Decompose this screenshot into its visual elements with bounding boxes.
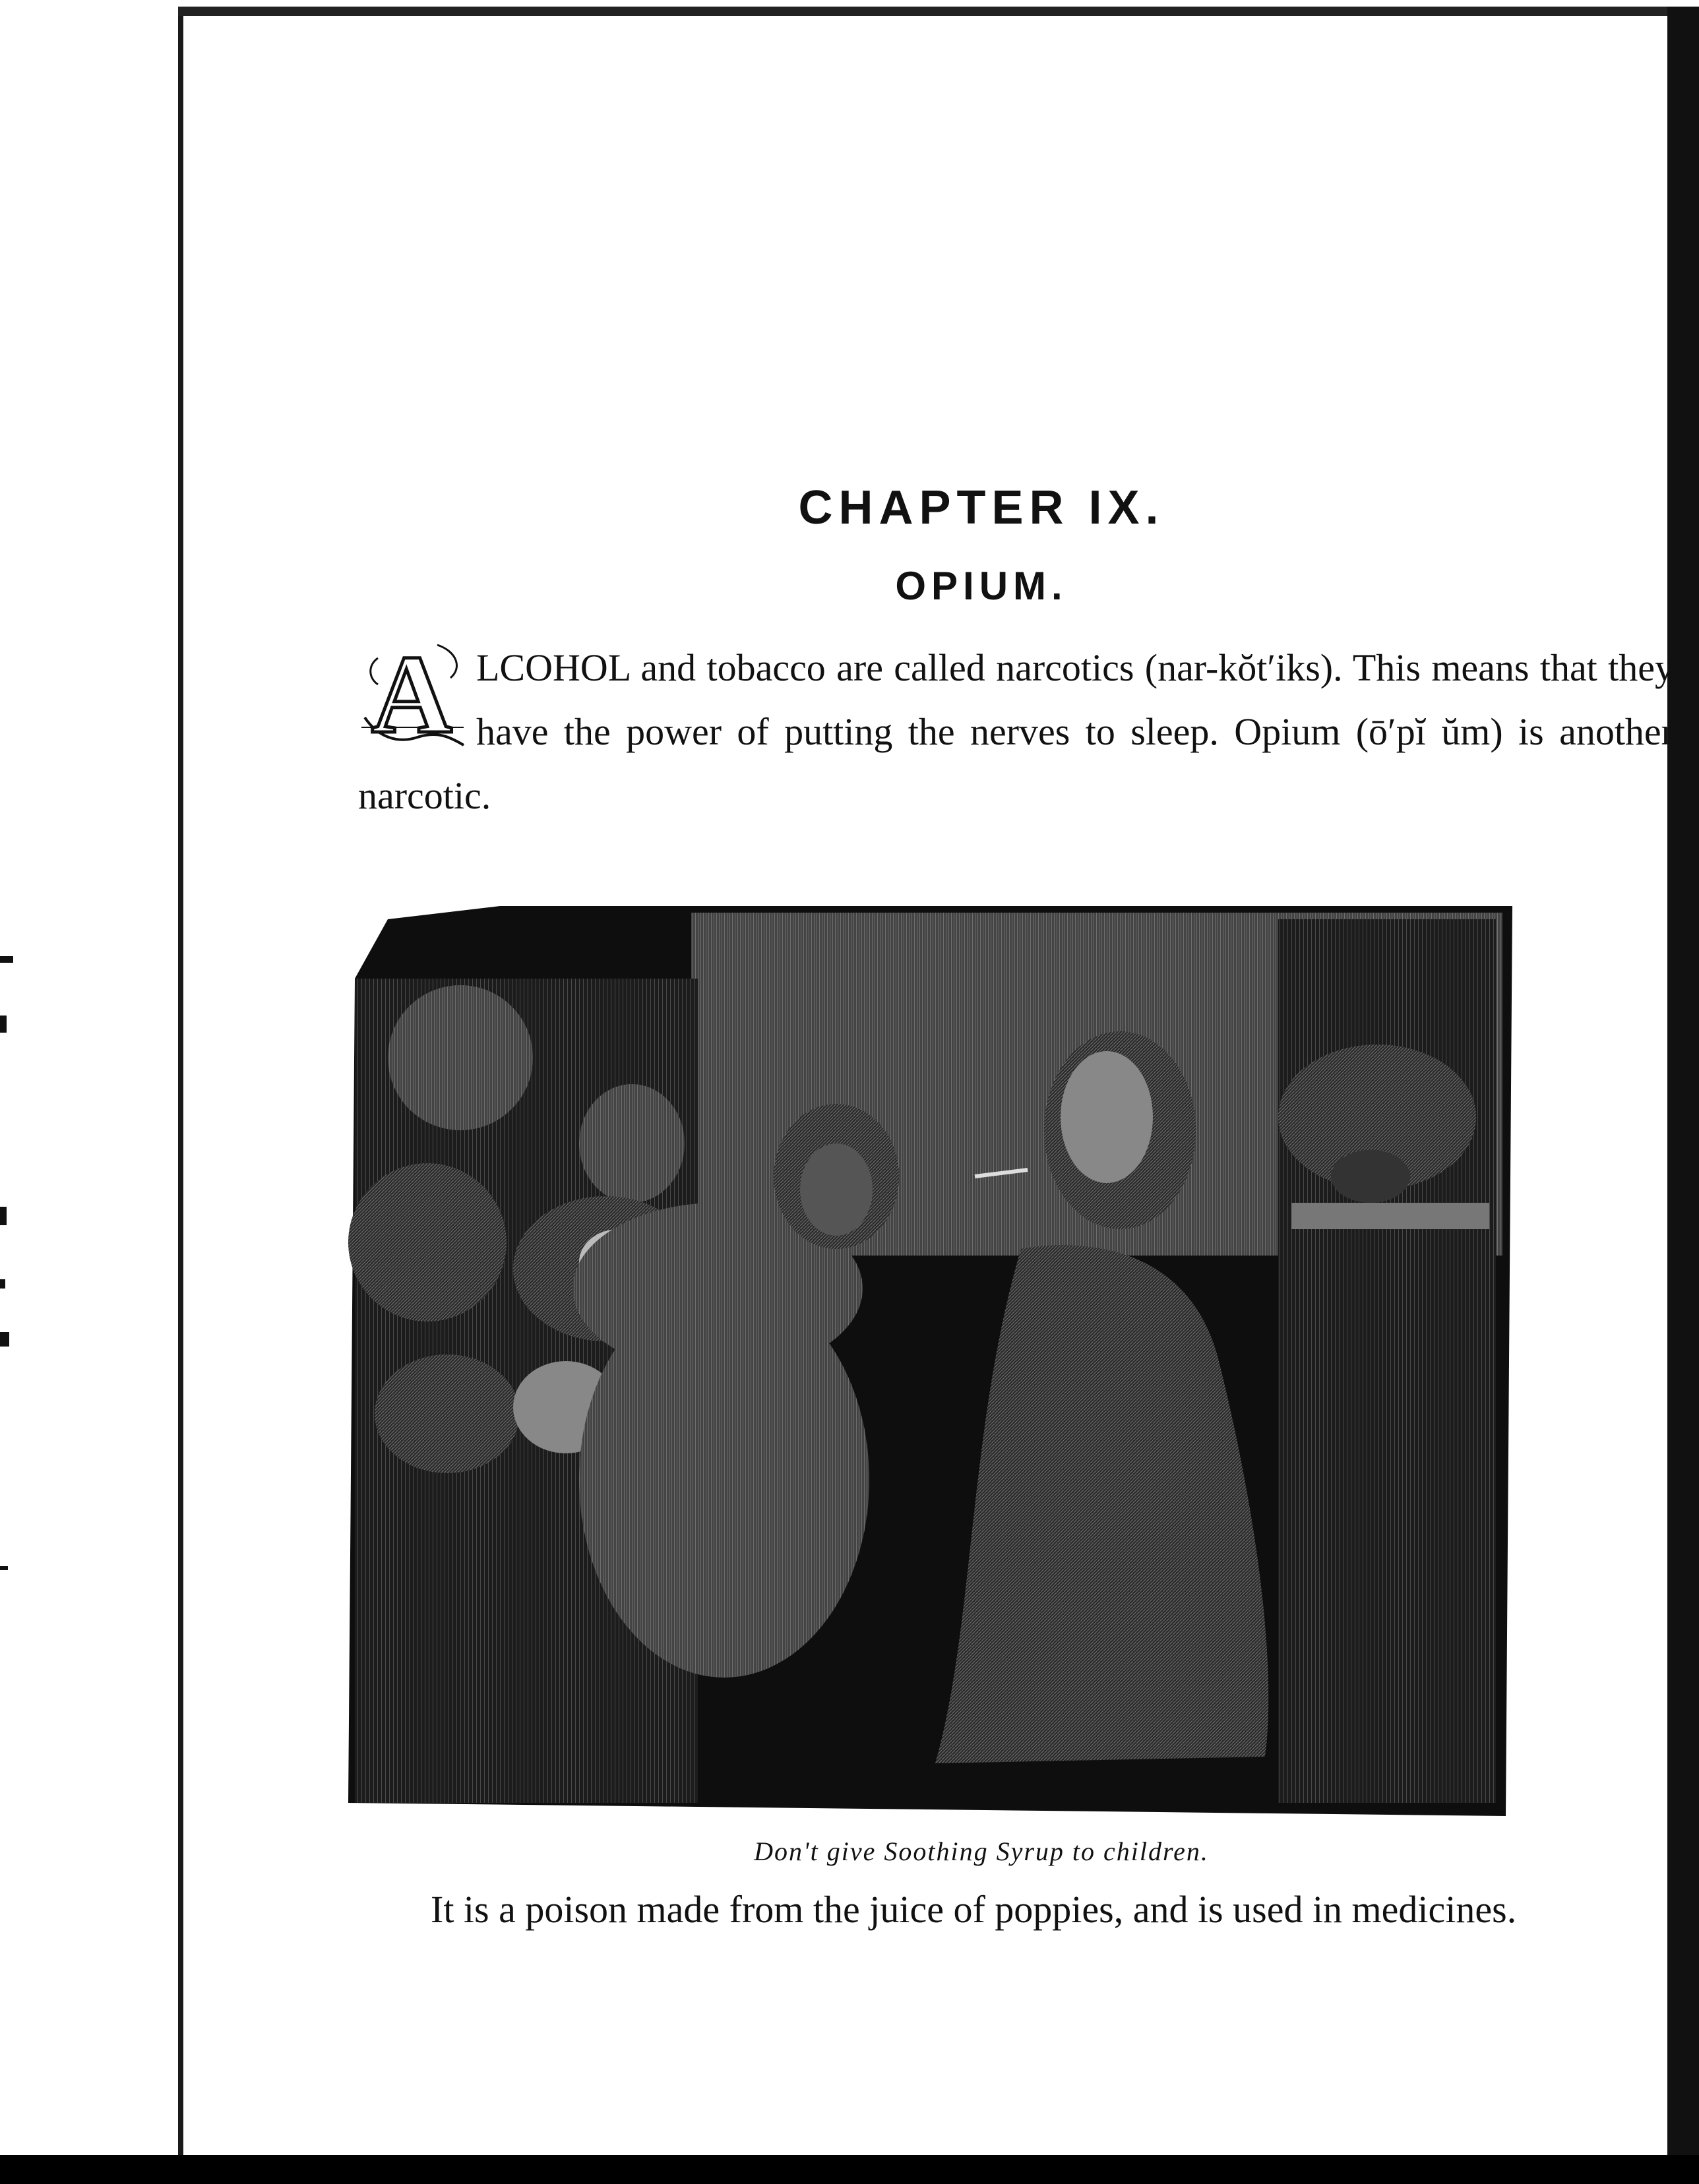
book-page [183, 16, 1674, 2155]
scan-border-right [1667, 7, 1699, 2155]
body-paragraph: It is a poison made from the juice of poppies, and is used in medicines. [431, 1888, 1517, 1931]
drop-cap [358, 632, 467, 756]
section-heading: OPIUM. [895, 564, 1068, 608]
facing-page-edge [0, 0, 26, 2151]
scan-border-bottom [0, 2155, 1699, 2184]
intro-paragraph [358, 632, 1674, 828]
scan-border-top [178, 7, 1675, 16]
intro-text: LCOHOL and tobacco are called narcotics (nar-kŏt′iks). This means that they have the power of putting the nerves to sleep. Opium (ō′pĭ ŭm) is another narcotic. [358, 646, 1674, 817]
chapter-heading: CHAPTER IX. [798, 481, 1165, 534]
illustration-caption: Don't give Soothing Syrup to children. [754, 1836, 1209, 1866]
binding-line [178, 16, 183, 2155]
engraving-illustration [342, 899, 1512, 1823]
drop-cap-letter: A [371, 632, 452, 756]
